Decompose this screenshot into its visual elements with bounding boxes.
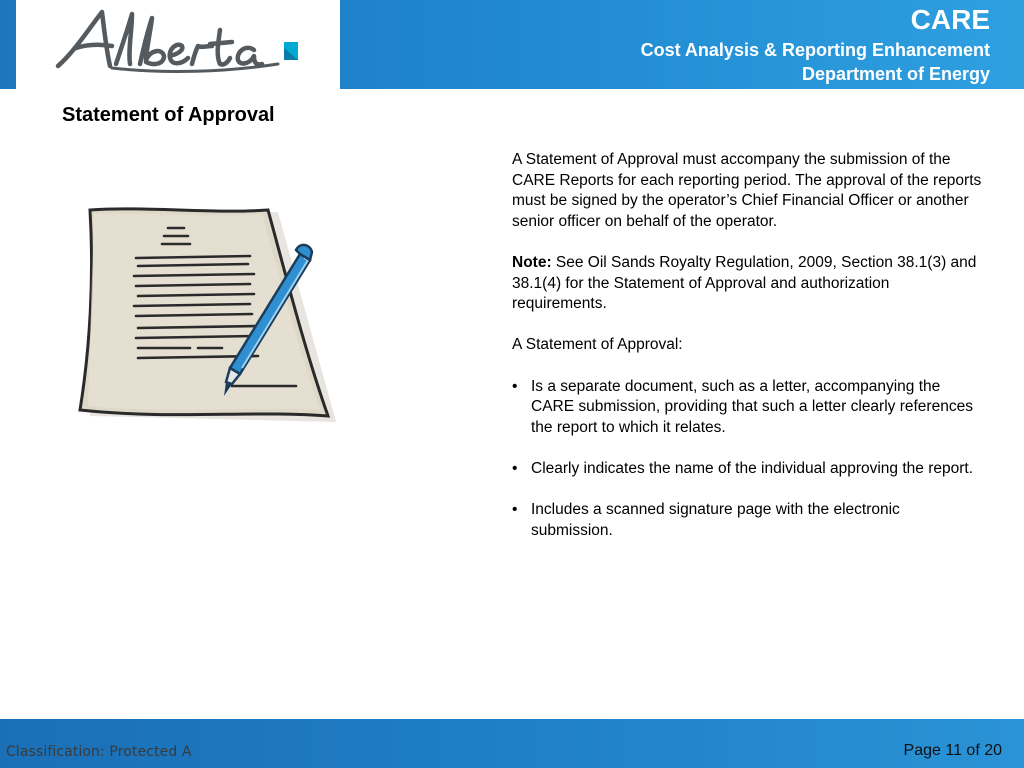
note-label: Note: (512, 253, 552, 271)
list-intro: A Statement of Approval: (512, 336, 683, 354)
list-item (512, 500, 982, 541)
body-text (512, 150, 982, 562)
header-banner (0, 0, 1024, 89)
alberta-logo-icon (16, 0, 340, 89)
department-name: Department of Energy (801, 64, 990, 84)
alberta-logo (16, 0, 340, 89)
bullet-icon: • (512, 377, 518, 395)
program-title: CARE (910, 4, 990, 35)
header-titles (641, 0, 990, 86)
note-text: See Oil Sands Royalty Regulation, 2009, Section 38.1(3) and 38.1(4) for the Statement of Approval and authorization requirements. (512, 253, 977, 313)
footer-banner (0, 719, 1024, 768)
page-number: Page 11 of 20 (903, 742, 1002, 759)
intro-paragraph: A Statement of Approval must accompany the submission of the CARE Reports for each reporting period. The approval of the reports must be signed by the operator’s Chief Financial Officer or another senior officer on behalf of the operator. (512, 151, 982, 230)
list-item (512, 377, 982, 439)
requirements-list (512, 377, 982, 542)
classification-label: Classification: Protected A (6, 744, 192, 760)
note-paragraph (512, 253, 982, 315)
list-item-text: Clearly indicates the name of the individual approving the report. (531, 459, 974, 477)
page-title: Statement of Approval (62, 104, 275, 126)
bullet-icon: • (512, 501, 518, 519)
program-full-name: Cost Analysis & Reporting Enhancement (640, 40, 990, 60)
list-item-text: Is a separate document, such as a letter, accompanying the CARE submission, providing that such a letter clearly references the report to which it relates. (531, 377, 973, 436)
signing-document-icon (64, 198, 340, 434)
bullet-icon: • (512, 459, 518, 477)
list-item (512, 459, 982, 480)
list-item-text: Includes a scanned signature page with the electronic submission. (531, 501, 900, 539)
